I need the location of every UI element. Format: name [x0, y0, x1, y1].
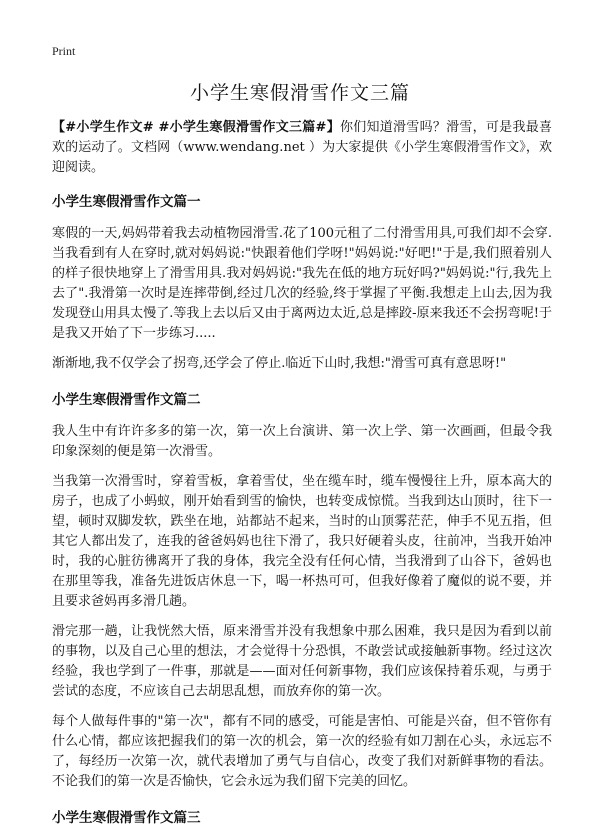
section-2-paragraph-1: 我人生中有许许多多的第一次，第一次上台演讲、第一次上学、第一次画画，但最令我印象深刻的便是第一次滑雪。: [52, 424, 552, 459]
section-2-paragraph-4: 每个人做每件事的"第一次"，都有不同的感受，可能是害怕、可能是兴奋，但不管你有什么心情，都应该把握我们的第一次的机会，第一次的经验有如刀割在心头，永远忘不了，每经历一次第一次，就代表增加了勇气与自信心，改变了我们对新鲜事物的看法。不论我们的第一次是否愉快，它会永远为我们留下完美的回忆。: [52, 714, 552, 789]
section-2-paragraph-3: 滑完那一趟，让我恍然大悟，原来滑雪并没有我想象中那么困难，我只是因为看到以前的事物，以及自己心里的想法，才会觉得十分恐惧，不敢尝试或接触新事物。经过这次经验，我也学到了一件事，那就是——面对任何新事物，我们应该保持着乐观，与勇于尝试的态度，不应该自己去胡思乱想，而放弃你的第一次。: [52, 624, 552, 699]
page-title: 小学生寒假滑雪作文三篇: [189, 82, 410, 104]
section-1-paragraph-2: 渐渐地,我不仅学会了拐弯,还学会了停止.临近下山时,我想:"滑雪可真有意思呀!": [52, 356, 507, 371]
intro-text: 你们知道滑雪吗？滑雪，可是我最喜欢的运动了。文档网（www.wendang.net ）为大家提供《小学生寒假滑雪作文》，欢迎阅读。: [52, 120, 552, 175]
section-heading-2: 小学生寒假滑雪作文篇二: [52, 392, 201, 408]
intro-tag: 【#小学生作文# #小学生寒假滑雪作文三篇#】: [52, 120, 340, 135]
document-body: [52, 118, 552, 840]
section-2-paragraph-2: 当我第一次滑雪时，穿着雪板，拿着雪仗，坐在缆车时，缆车慢慢往上升，原本高大的房子，也成了小蚂蚁，刚开始看到雪的愉快，也转变成惊慌。当我到达山顶时，往下一望，顿时双脚发软，跌坐在地，站都站不起来，当时的山顶雾茫茫，伸手不见五指，但其它人都出发了，连我的爸爸妈妈也往下滑了，我只好硬着头皮，往前冲，当我开始冲时，我的心脏彷彿离开了我的身体，我完全没有任何心情，当我滑到了山谷下，爸妈也在那里等我，准备先进饭店休息一下，喝一杯热可可，但我好像着了魔似的说不要，并且要求爸妈再多滑几趟。: [52, 474, 552, 609]
section-heading-1: 小学生寒假滑雪作文篇一: [52, 194, 201, 210]
intro-paragraph: [52, 118, 552, 178]
section-1-paragraph-1: 寒假的一天,妈妈带着我去动植物园滑雪.花了100元租了二付滑雪用具,可我们却不会穿.当我看到有人在穿时,就对妈妈说:"快跟着他们学呀!"妈妈说:"好吧!"于是,我们照着别人的样子很快地穿上了滑雪用具.我对妈妈说:"我先在低的地方玩好吗?"妈妈说:"行,我先上去了".我滑第一次时是连摔带倒,经过几次的经验,终于掌握了平衡.我想走上山去,因为我发现登山用具太慢了.等我上去以后又由于离两边太近,总是摔跤-原来我还不会拐弯呢!于是我又开始了下一步练习.....: [52, 226, 552, 341]
section-heading-3: 小学生寒假滑雪作文篇三: [52, 810, 201, 826]
print-label[interactable]: Print: [52, 44, 76, 58]
